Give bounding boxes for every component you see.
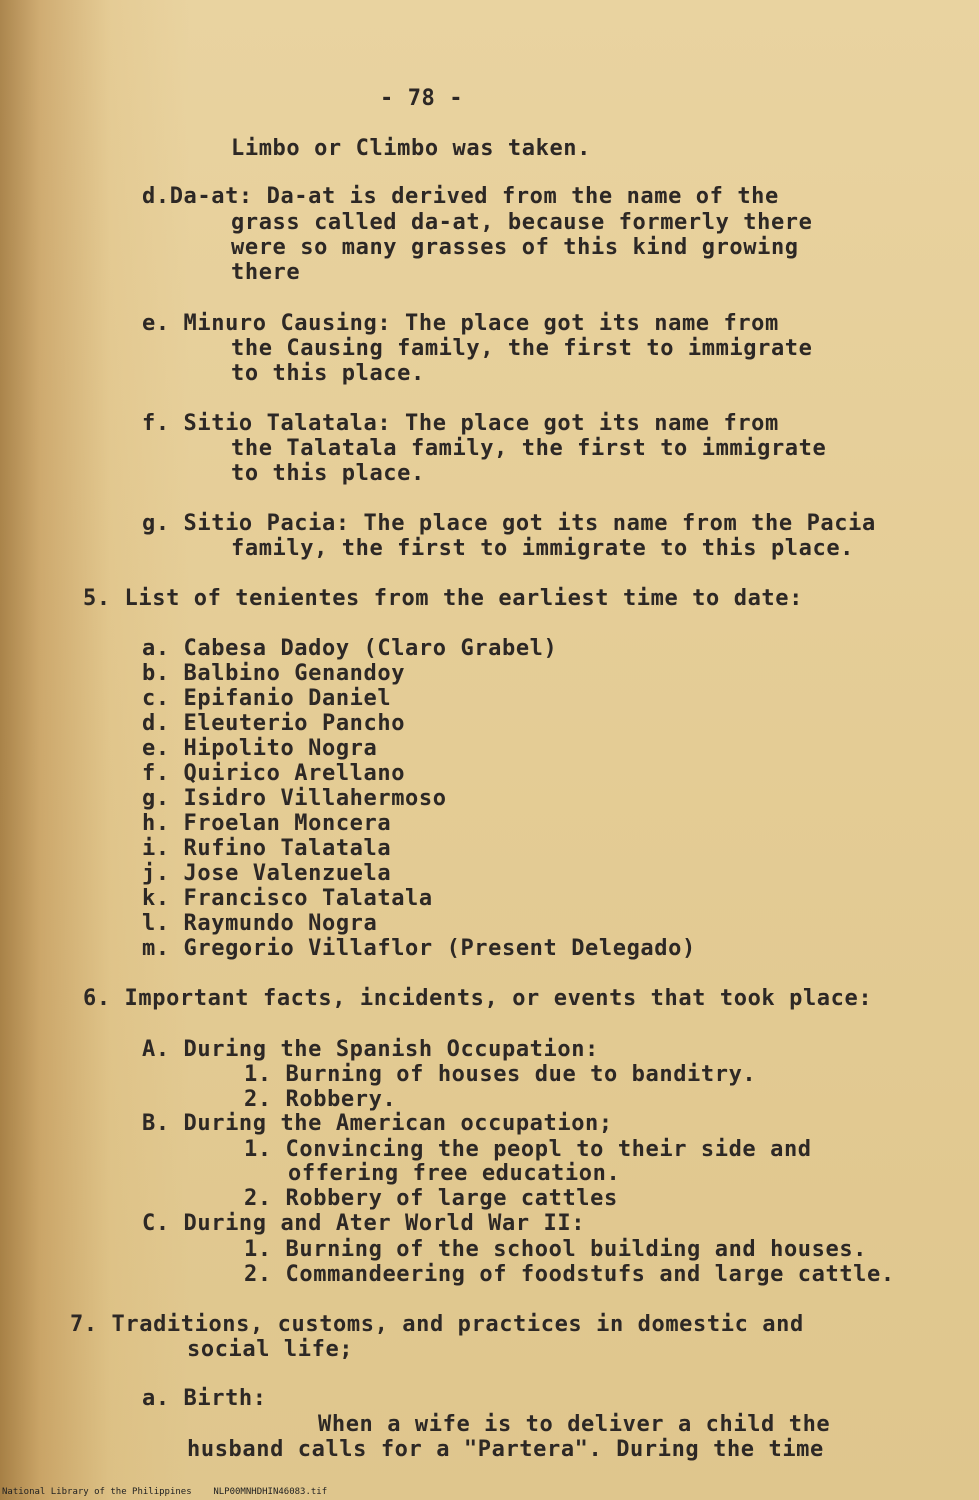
text-line: Limbo or Climbo was taken. bbox=[231, 136, 591, 161]
list-item: m. Gregorio Villaflor (Present Delegado) bbox=[142, 936, 696, 961]
text-line: 2. Robbery. bbox=[244, 1087, 397, 1112]
text-line: e. Minuro Causing: The place got its name from bbox=[142, 311, 779, 336]
text-line: B. During the American occupation; bbox=[142, 1111, 613, 1136]
text-line: 2. Commandeering of foodstufs and large cattle. bbox=[244, 1262, 895, 1287]
list-item: f. Quirico Arellano bbox=[142, 761, 406, 786]
text-line: When a wife is to deliver a child the bbox=[318, 1412, 831, 1437]
text-line: C. During and Ater World War II: bbox=[142, 1211, 586, 1236]
list-item: d. Eleuterio Pancho bbox=[142, 711, 406, 736]
list-item: l. Raymundo Nogra bbox=[142, 911, 378, 936]
list-item: j. Jose Valenzuela bbox=[142, 861, 392, 886]
page-number: - 78 - bbox=[380, 86, 464, 111]
text-line: social life; bbox=[187, 1337, 354, 1362]
section-heading: 6. Important facts, incidents, or events that took place: bbox=[83, 986, 873, 1011]
text-line: to this place. bbox=[231, 461, 425, 486]
text-line: 1. Burning of the school building and houses. bbox=[244, 1237, 868, 1262]
text-line: family, the first to immigrate to this place. bbox=[231, 536, 855, 561]
list-item: h. Froelan Moncera bbox=[142, 811, 392, 836]
text-line: A. During the Spanish Occupation: bbox=[142, 1037, 599, 1062]
text-line: the Causing family, the first to immigrate bbox=[231, 336, 813, 361]
section-heading: 5. List of tenientes from the earliest time to date: bbox=[83, 586, 803, 611]
section-heading: 7. Traditions, customs, and practices in domestic and bbox=[70, 1312, 804, 1337]
list-item: e. Hipolito Nogra bbox=[142, 736, 378, 761]
list-item: i. Rufino Talatala bbox=[142, 836, 392, 861]
text-line: husband calls for a "Partera". During the time bbox=[187, 1437, 824, 1462]
scan-footer bbox=[2, 1487, 327, 1498]
list-item: c. Epifanio Daniel bbox=[142, 686, 392, 711]
text-line: 1. Convincing the peopl to their side and bbox=[244, 1137, 812, 1162]
file-name: NLP00MNHDHIN46083.tif bbox=[213, 1487, 328, 1497]
list-item: g. Isidro Villahermoso bbox=[142, 786, 447, 811]
list-item: k. Francisco Talatala bbox=[142, 886, 433, 911]
library-label: National Library of the Philippines bbox=[2, 1487, 192, 1497]
text-line: g. Sitio Pacia: The place got its name from the Pacia bbox=[142, 511, 876, 536]
text-line: d.Da-at: Da-at is derived from the name of the bbox=[142, 184, 779, 209]
text-line: the Talatala family, the first to immigrate bbox=[231, 436, 827, 461]
text-line: grass called da-at, because formerly there bbox=[231, 210, 813, 235]
subsection-heading: a. Birth: bbox=[142, 1386, 267, 1411]
text-line: offering free education. bbox=[288, 1161, 621, 1186]
text-line: there bbox=[231, 260, 301, 285]
text-line: 2. Robbery of large cattles bbox=[244, 1186, 618, 1211]
text-line: f. Sitio Talatala: The place got its name from bbox=[142, 411, 779, 436]
list-item: a. Cabesa Dadoy (Claro Grabel) bbox=[142, 636, 558, 661]
text-line: were so many grasses of this kind growing bbox=[231, 235, 799, 260]
list-item: b. Balbino Genandoy bbox=[142, 661, 406, 686]
text-line: to this place. bbox=[231, 361, 425, 386]
text-line: 1. Burning of houses due to banditry. bbox=[244, 1062, 757, 1087]
